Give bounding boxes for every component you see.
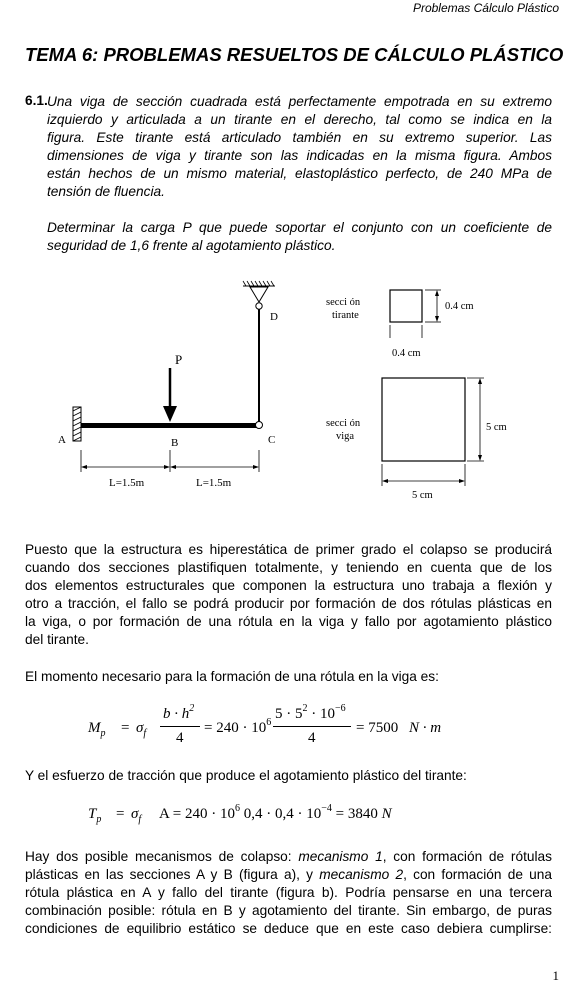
eq1-lhs: $M_p$ (88, 720, 106, 739)
eq1-frac2-num: $5 \cdot 5^2 \cdot 10^{-6}$ (275, 703, 346, 722)
question-line: Determinar la carga P que puede soportar el conjunto con un coeficiente de (47, 220, 552, 235)
label-b: B (171, 437, 179, 449)
dimension-lines (81, 450, 259, 472)
eq2-equals: = (116, 806, 125, 822)
eq1-frac1-num: $b \cdot h^2$ (163, 703, 195, 722)
problem-question (47, 219, 552, 255)
label-p: P (175, 352, 183, 367)
paragraph-moment-intro: El momento necesario para la formación de una rótula en la viga es: (25, 669, 439, 684)
eq1-sigma: $\sigma_f$ (136, 720, 147, 739)
paragraph-line: otro a tracción, el fallo se podrá producir por formación de dos rótulas plásticas en (25, 596, 552, 611)
top-pin-support (243, 281, 275, 309)
problem-line: tensión de fluencia. (47, 184, 165, 199)
label-a: A (58, 434, 66, 446)
beam-section (382, 378, 465, 461)
tie-section-label: secci ón (326, 297, 361, 308)
dim-left: L=1.5m (109, 477, 145, 489)
problem-number: 6.1. (25, 93, 48, 108)
eq2-sigma: $\sigma_f$ (131, 806, 142, 825)
load-arrow (163, 368, 177, 422)
tie-section-label: tirante (332, 310, 359, 321)
problem-line: izquierdo y articulada a un tirante en el derecho, tal como se indica en la (47, 112, 552, 127)
pin-c (256, 422, 263, 429)
eq1-frac2-bar (273, 726, 351, 727)
paragraph-line: combinación posible: rótula en B y agotamiento del tirante. Sin embargo, de puras (25, 903, 552, 918)
equation-plastic-moment (88, 703, 528, 764)
paragraph-line: dos elementos estructurales que componen la estructura uno trabaja a flexión y (25, 578, 552, 593)
paragraph-line: Hay dos posible mecanismos de colapso: mecanismo 1, con formación de rótulas (25, 849, 552, 864)
eq1-mid: = $240 \cdot 10^6$ (204, 717, 272, 736)
paragraph-line: Puesto que la estructura es hiperestática de primer grado el colapso se producirá (25, 542, 552, 557)
eq1-frac1-bar (160, 726, 200, 727)
problem-line: están hechos de un mismo material, elastoplástico perfecto, de 240 MPa de (47, 166, 552, 181)
beam (81, 423, 259, 428)
equation-plastic-tension (88, 800, 528, 830)
problem-line: dimensiones de viga y tirante son las indicadas en la misma figura. Ambos (47, 148, 552, 163)
problem-line: Una viga de sección cuadrada está perfectamente empotrada en su extremo (47, 94, 552, 109)
paragraph-line: la viga, o por formación de una rótula en la viga y fallo por agotamiento plástico (25, 614, 552, 629)
eq1-frac2-den: 4 (308, 730, 316, 746)
beam-dim-bottom: 5 cm (412, 490, 433, 501)
fixed-wall (73, 407, 81, 441)
problem-statement (47, 93, 552, 201)
eq1-result: = 7500 (356, 720, 399, 736)
question-line: seguridad de 1,6 frente al agotamiento plástico. (47, 238, 336, 253)
paragraph-line: rótula plástica en A y fallo del tirante (figura b). Podría pensarse en una tercera (25, 885, 552, 900)
label-c: C (268, 434, 276, 446)
beam-section-label: secci ón (326, 418, 361, 429)
eq1-unit: N · m (409, 720, 442, 736)
eq1-frac1-den: 4 (176, 730, 184, 746)
paragraph-line: plásticas en las secciones A y B (figura a), y mecanismo 2, con formación de una (25, 867, 552, 882)
paragraph-tension-intro: Y el esfuerzo de tracción que produce el agotamiento plástico del tirante: (25, 768, 467, 783)
paragraph-collapse (25, 541, 552, 649)
chapter-title: TEMA 6: PROBLEMAS RESUELTOS DE CÁLCULO PLÁSTICO (25, 44, 564, 65)
paragraph-line: del tirante. (25, 632, 89, 647)
structure-figure (0, 280, 573, 505)
running-header: Problemas Cálculo Plástico (412, 1, 559, 15)
tie-dim-bottom: 0.4 cm (392, 348, 421, 359)
beam-section-label: viga (336, 431, 355, 442)
eq2-lhs: $T_p$ (88, 806, 102, 825)
beam-dim-right: 5 cm (486, 422, 507, 433)
problem-line: figura. Este tirante está articulado también en su extremo superior. Las (47, 130, 552, 145)
dim-right: L=1.5m (196, 477, 232, 489)
label-d: D (270, 311, 278, 323)
paragraph-mechanisms (25, 848, 552, 938)
eq2-body: $A = 240 \cdot 10^6$ $0,4 \cdot 0,4 \cdot 10^{-4} = 3840$ N (159, 803, 392, 822)
tie-dim-right: 0.4 cm (445, 301, 474, 312)
paragraph-line: cuando dos secciones plastifiquen totalmente, y teniendo en cuenta que de los (25, 560, 552, 575)
tie-section (390, 290, 422, 322)
eq1-equals: = (121, 720, 130, 736)
paragraph-line: condiciones de equilibrio estático se deduce que en este caso debiera cumplirse: (25, 921, 552, 936)
page-number: 1 (552, 968, 559, 983)
